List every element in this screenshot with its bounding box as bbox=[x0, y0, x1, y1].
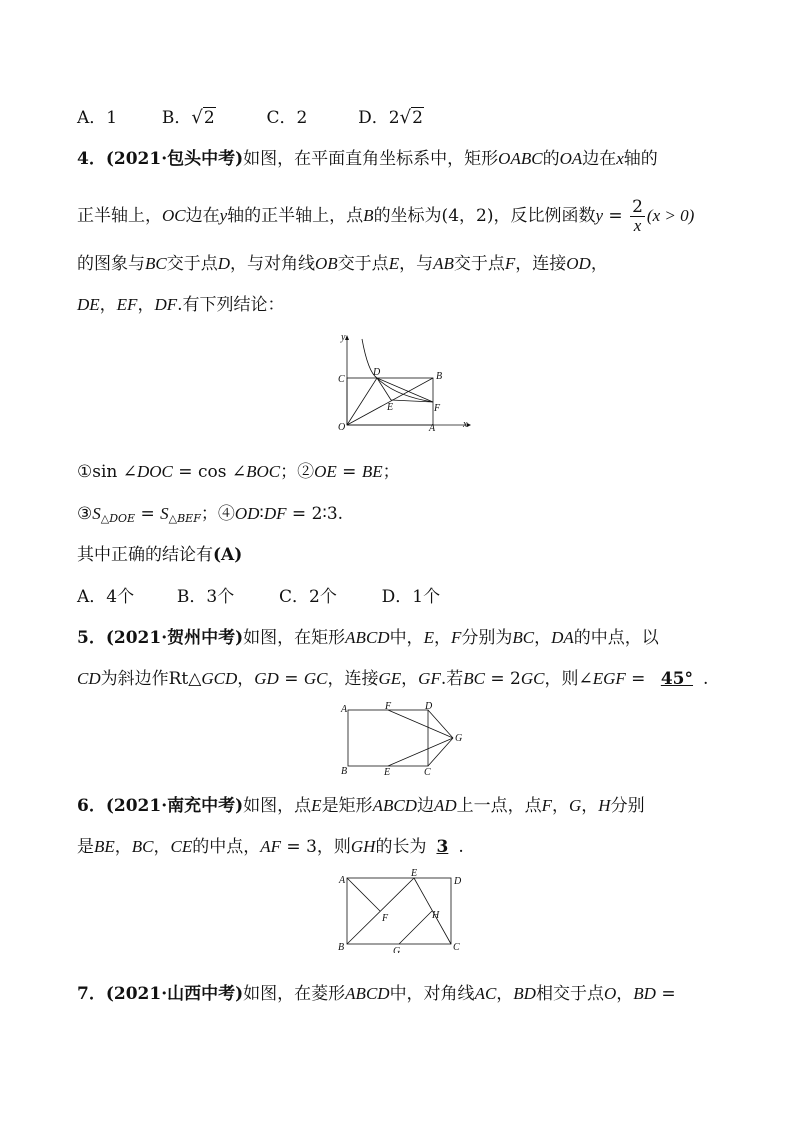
label-f: F bbox=[382, 913, 389, 924]
sqrt-symbol: √2 bbox=[399, 107, 423, 128]
q3-option-c: C．2 bbox=[266, 108, 308, 128]
q4-line-4: DE，EF，DF.有下列结论： bbox=[77, 295, 285, 315]
q4-line-1: 4．(2021·包头中考)如图，在平面直角坐标系中，矩形OABC的OA边在x轴的 bbox=[77, 149, 658, 169]
label-y: y bbox=[341, 332, 346, 343]
q4-answer-line: 其中正确的结论有(A) bbox=[77, 545, 243, 565]
label-b: B bbox=[338, 942, 345, 953]
q6-line-1: 6．(2021·南充中考)如图，点E是矩形ABCD边AD上一点，点F，G，H分别 bbox=[77, 796, 645, 816]
q4-conclusion-3-4: $③S_{\triangle DOE} = S_{\triangle BEF}$；④OD∶DF = 2∶3. bbox=[77, 504, 344, 525]
segment-cg bbox=[428, 738, 453, 766]
q5-line-1: 5．(2021·贺州中考)如图，在矩形ABCD中，E，F分别为BC，DA的中点，以 bbox=[77, 628, 659, 648]
segment-gh bbox=[399, 911, 432, 944]
q3-option-b: B．√2 bbox=[161, 107, 215, 128]
q4-conclusion-1-2: ①sin ∠DOC = cos ∠BOC；②OE = BE； bbox=[77, 462, 400, 482]
label-h: H bbox=[432, 910, 440, 921]
q6-rectangle-figure bbox=[335, 868, 465, 953]
q5-answer-blank: 45° bbox=[660, 669, 694, 689]
q6-answer-blank: 3 bbox=[436, 837, 449, 857]
label-x: x bbox=[463, 419, 468, 430]
label-e: E bbox=[411, 868, 418, 879]
label-a: A bbox=[341, 704, 348, 715]
label-f: F bbox=[385, 702, 392, 712]
label-d: D bbox=[454, 876, 462, 887]
label-c: C bbox=[338, 374, 345, 385]
q4-option-c: C．2个 bbox=[279, 587, 337, 607]
q4-option-b: B．3个 bbox=[176, 587, 235, 607]
q4-line-3: 的图象与BC交于点D，与对角线OB交于点E，与AB交于点F，连接OD， bbox=[77, 254, 608, 274]
q3-options bbox=[77, 107, 424, 129]
q7-line-1: 7．(2021·山西中考)如图，在菱形ABCD中，对角线AC，BD相交于点O，BD = bbox=[77, 984, 676, 1004]
sqrt-symbol: √2 bbox=[191, 107, 215, 128]
segment-od bbox=[347, 378, 377, 425]
segment-df bbox=[377, 378, 433, 402]
q3-option-a: A．1 bbox=[77, 108, 118, 128]
q4-option-d: D．1个 bbox=[381, 587, 441, 607]
label-c: C bbox=[424, 767, 431, 777]
label-a: A bbox=[429, 423, 436, 434]
label-o: O bbox=[338, 422, 346, 433]
q4-coordinate-figure bbox=[335, 330, 475, 434]
label-d: D bbox=[425, 702, 433, 712]
label-d: D bbox=[373, 367, 381, 378]
q4-options bbox=[77, 586, 440, 608]
rectangle-abcd bbox=[348, 710, 428, 766]
segment-fg bbox=[388, 710, 453, 738]
label-a: A bbox=[339, 875, 346, 886]
fraction-2-over-x: $\frac{2}{x}$ bbox=[632, 197, 643, 235]
label-g: G bbox=[455, 733, 463, 744]
segment-dg bbox=[428, 710, 453, 738]
q4-option-a: A．4个 bbox=[77, 587, 135, 607]
q4-line-2: 正半轴上，OC边在y轴的正半轴上，点B的坐标为(4，2)，反比例函数y = $\frac{2}{x}$ (x > 0) bbox=[77, 197, 695, 235]
q5-line-2: CD为斜边作Rt△GCD，GD = GC，连接GE，GF.若BC = 2GC，则∠EGF = 45° . bbox=[77, 669, 709, 689]
q5-rectangle-figure bbox=[338, 702, 468, 777]
label-g: G bbox=[393, 946, 401, 953]
q4-answer: (A) bbox=[213, 545, 243, 565]
segment-eg bbox=[388, 738, 453, 766]
label-c: C bbox=[453, 942, 460, 953]
label-e: E bbox=[387, 402, 394, 413]
q3-option-d: D．2√2 bbox=[358, 107, 423, 128]
label-e: E bbox=[384, 767, 391, 777]
label-f: F bbox=[434, 403, 441, 414]
q6-line-2: 是BE，BC，CE的中点，AF = 3，则GH的长为 3 . bbox=[77, 837, 464, 857]
label-b: B bbox=[341, 766, 348, 777]
label-b: B bbox=[436, 371, 443, 382]
segment-af bbox=[347, 878, 380, 911]
